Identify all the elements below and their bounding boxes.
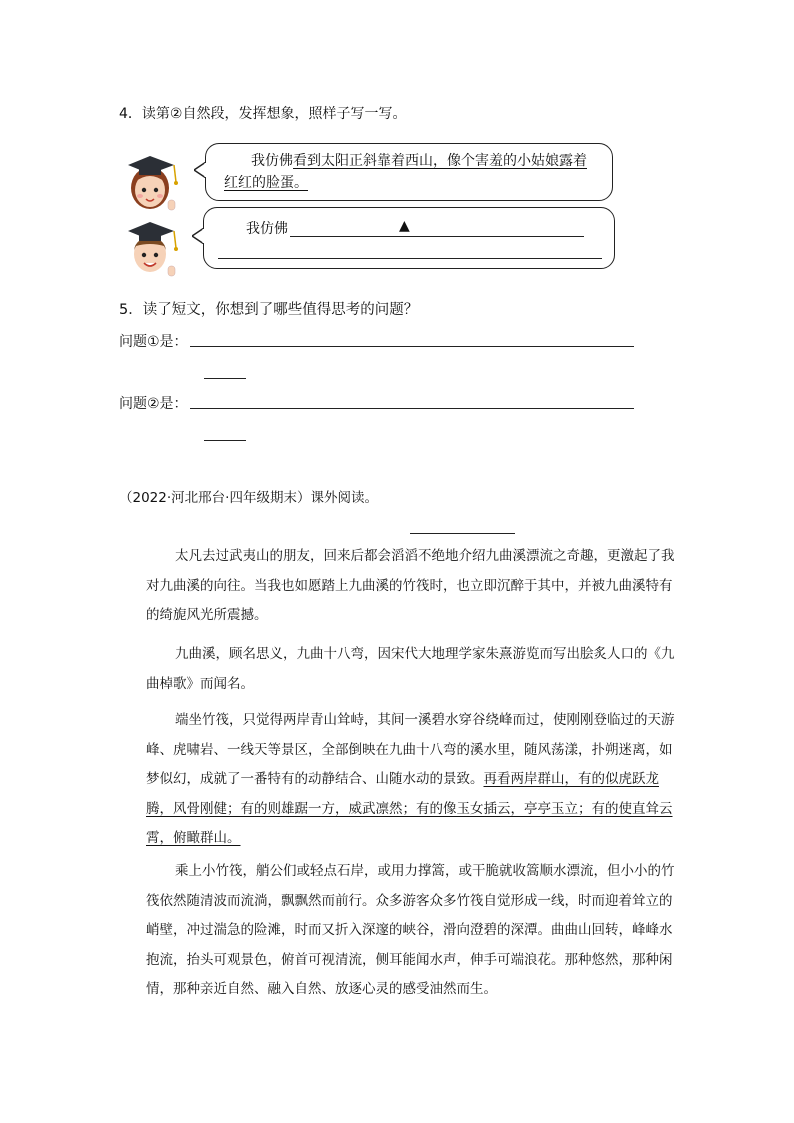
passage-paragraph-4: 乘上小竹筏，艄公们或轻点石岸，或用力撑篙，或干脆就收篙顺水漂流，但小小的竹筏依然随清波而流淌，飘飘然而前行。众多游客众多竹筏自觉形成一线，时而迎着耸立的峭壁，冲过湍急的险滩，时而又折入深邃的峡谷，滑向澄碧的深潭。曲曲山回转，峰峰水抱流，抬头可观景色，俯首可视清流，侧耳能闻水声，伸手可端浪花。那种悠然，那种闲情，那种亲近自然、融入自然、放逐心灵的感受油然而生。 xyxy=(146,863,675,997)
question-1-label: 问题①是： xyxy=(119,334,188,350)
question-1-answer-line[interactable] xyxy=(190,346,634,347)
bubble-tail-icon xyxy=(192,228,204,244)
example-underlined-text: 看到太阳正斜靠着西山，像个害羞的小姑娘露着 xyxy=(293,153,587,169)
answer-blank-line-1[interactable] xyxy=(290,236,584,237)
question-4-title: 4．读第②自然段，发挥想象，照样子写一写。 xyxy=(119,106,407,122)
question-5-title: 5．读了短文，你想到了哪些值得思考的问题？ xyxy=(119,302,419,318)
answer-blank-line-2[interactable] xyxy=(218,258,602,259)
answer-speech-bubble xyxy=(203,207,615,269)
question-1-answer-line-short[interactable] xyxy=(204,378,246,379)
boy-graduate-avatar-icon xyxy=(124,216,186,280)
passage-paragraph-2: 九曲溪，顾名思义，九曲十八弯，因宋代大地理学家朱熹游览而写出脍炙人口的《九曲棹歌》而闻名。 xyxy=(146,646,675,692)
passage-source: （2022·河北邢台·四年级期末）课外阅读。 xyxy=(119,490,378,506)
question-2-answer-line[interactable] xyxy=(190,408,634,409)
passage-paragraph-3: 端坐竹筏，只觉得两岸青山耸峙，其间一溪碧水穿谷绕峰而过，使刚刚登临过的天游峰、虎啸岩、一线天等景区，全部倒映在九曲十八弯的溪水里，随风荡漾，扑朔迷离，如梦似幻，成就了一番特有的动静结合、山随水动的景致。再看两岸群山，有的似虎跃龙腾，风骨刚健；有的则雄踞一方，威武凛然；有的像玉女插云，亭亭玉立；有的使直耸云霄，俯瞰群山。 xyxy=(146,712,675,846)
girl-graduate-avatar-icon xyxy=(124,148,186,214)
example-speech-bubble xyxy=(205,143,613,201)
passage-underlined-sentence: 再看两岸群山，有的似虎跃龙腾，风骨刚健；有的则雄踞一方，威武凛然；有的像玉女插云，亭亭玉立；有的使直耸云霄，俯瞰群山。 xyxy=(146,771,673,846)
passage-paragraph-1: 太凡去过武夷山的朋友，回来后都会滔滔不绝地介绍九曲溪漂流之奇趣，更激起了我对九曲溪的向往。当我也如愿踏上九曲溪的竹筏时，也立即沉醉于其中，并被九曲溪特有的绮旎风光所震撼。 xyxy=(146,548,675,623)
answer-prefix: 我仿佛 xyxy=(246,221,288,237)
answer-marker: ▲ xyxy=(399,218,410,234)
bubble-tail-icon xyxy=(194,162,206,178)
example-prefix: 我仿佛 xyxy=(251,153,293,169)
example-line-2: 红红的脸蛋。 xyxy=(224,175,308,191)
passage-title-blank[interactable] xyxy=(410,533,515,534)
example-sentence xyxy=(224,150,604,194)
question-2-answer-line-short[interactable] xyxy=(204,440,246,441)
question-2-label: 问题②是： xyxy=(119,396,188,412)
